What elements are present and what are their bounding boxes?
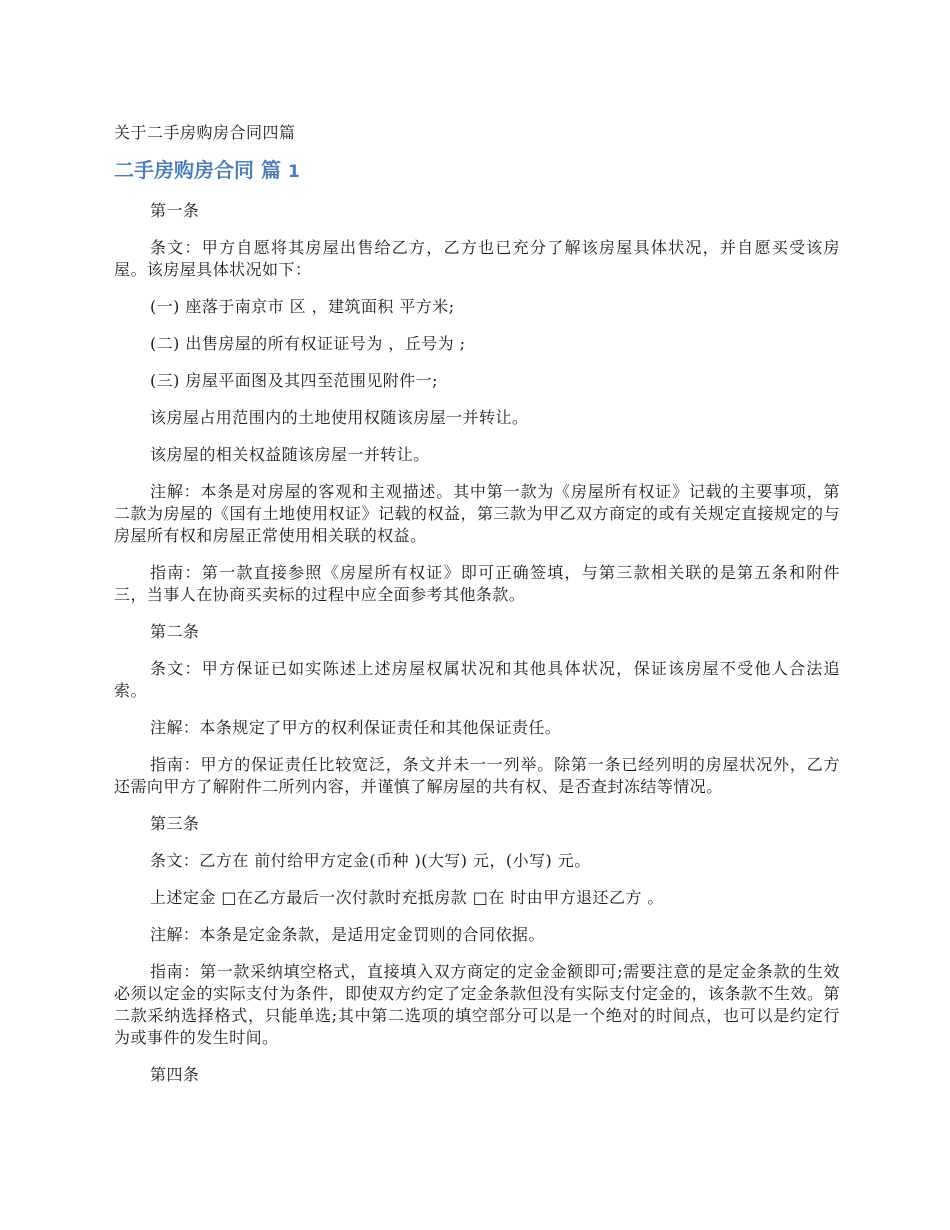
section-heading-number: 1: [287, 162, 300, 182]
article-1-guide: 指南：第一款直接参照《房屋所有权证》即可正确签填，与第三款相关联的是第五条和附件三，当事人在协商买卖标的过程中应全面参考其他条款。: [114, 563, 840, 604]
article-2-guide: 指南：甲方的保证责任比较宽泛，条文并未一一列举。除第一条已经列明的房屋状况外，乙方还需向甲方了解附件二所列内容，并谨慎了解房屋的共有权、是否查封冻结等情况。: [114, 755, 840, 796]
article-1-text: 条文：甲方自愿将其房屋出售给乙方，乙方也已充分了解该房屋具体状况，并自愿买受该房屋。该房屋具体状况如下：: [114, 238, 840, 279]
article-3-deposit-options: 上述定金 □在乙方最后一次付款时充抵房款 □在 时由甲方退还乙方 。: [150, 888, 664, 907]
article-1-item-1: (一) 座落于南京市 区 ，建筑面积 平方米;: [150, 297, 455, 316]
article-1-rights-clause: 该房屋的相关权益随该房屋一并转让。: [150, 445, 430, 464]
article-2-annotation: 注解：本条规定了甲方的权利保证责任和其他保证责任。: [150, 718, 562, 737]
section-heading: [114, 156, 840, 186]
article-3-annotation: 注解：本条是定金条款，是适用定金罚则的合同依据。: [150, 925, 545, 944]
article-3-text: 条文：乙方在 前付给甲方定金(币种 )(大写) 元，(小写) 元。: [150, 851, 591, 870]
article-1-item-3: (三) 房屋平面图及其四至范围见附件一;: [150, 371, 438, 390]
section-heading-text: 二手房购房合同 篇: [114, 158, 281, 182]
document-page: [114, 122, 840, 1101]
article-3-heading: 第三条: [150, 814, 200, 833]
article-1-heading: 第一条: [150, 201, 200, 220]
article-4-heading: 第四条: [150, 1065, 200, 1084]
article-1-item-2: (二) 出售房屋的所有权证证号为 ，丘号为 ;: [150, 334, 466, 353]
article-2-text: 条文：甲方保证已如实陈述上述房屋权属状况和其他具体状况，保证该房屋不受他人合法追索。: [114, 659, 840, 700]
article-3-guide: 指南：第一款采纳填空格式，直接填入双方商定的定金金额即可;需要注意的是定金条款的生效必须以定金的实际支付为条件，即使双方约定了定金条款但没有实际支付定金的，该条款不生效。第二款采纳选择格式，只能单选;其中第二选项的填空部分可以是一个绝对的时间点，也可以是约定行为或事件的发生时间。: [114, 962, 840, 1047]
article-1-annotation: 注解：本条是对房屋的客观和主观描述。其中第一款为《房屋所有权证》记载的主要事项，第二款为房屋的《国有土地使用权证》记载的权益，第三款为甲乙双方商定的或有关规定直接规定的与房屋所有权和房屋正常使用相关联的权益。: [114, 482, 840, 545]
document-title: 关于二手房购房合同四篇: [114, 123, 296, 142]
article-2-heading: 第二条: [150, 622, 200, 641]
article-1-land-clause: 该房屋占用范围内的土地使用权随该房屋一并转让。: [150, 408, 529, 427]
